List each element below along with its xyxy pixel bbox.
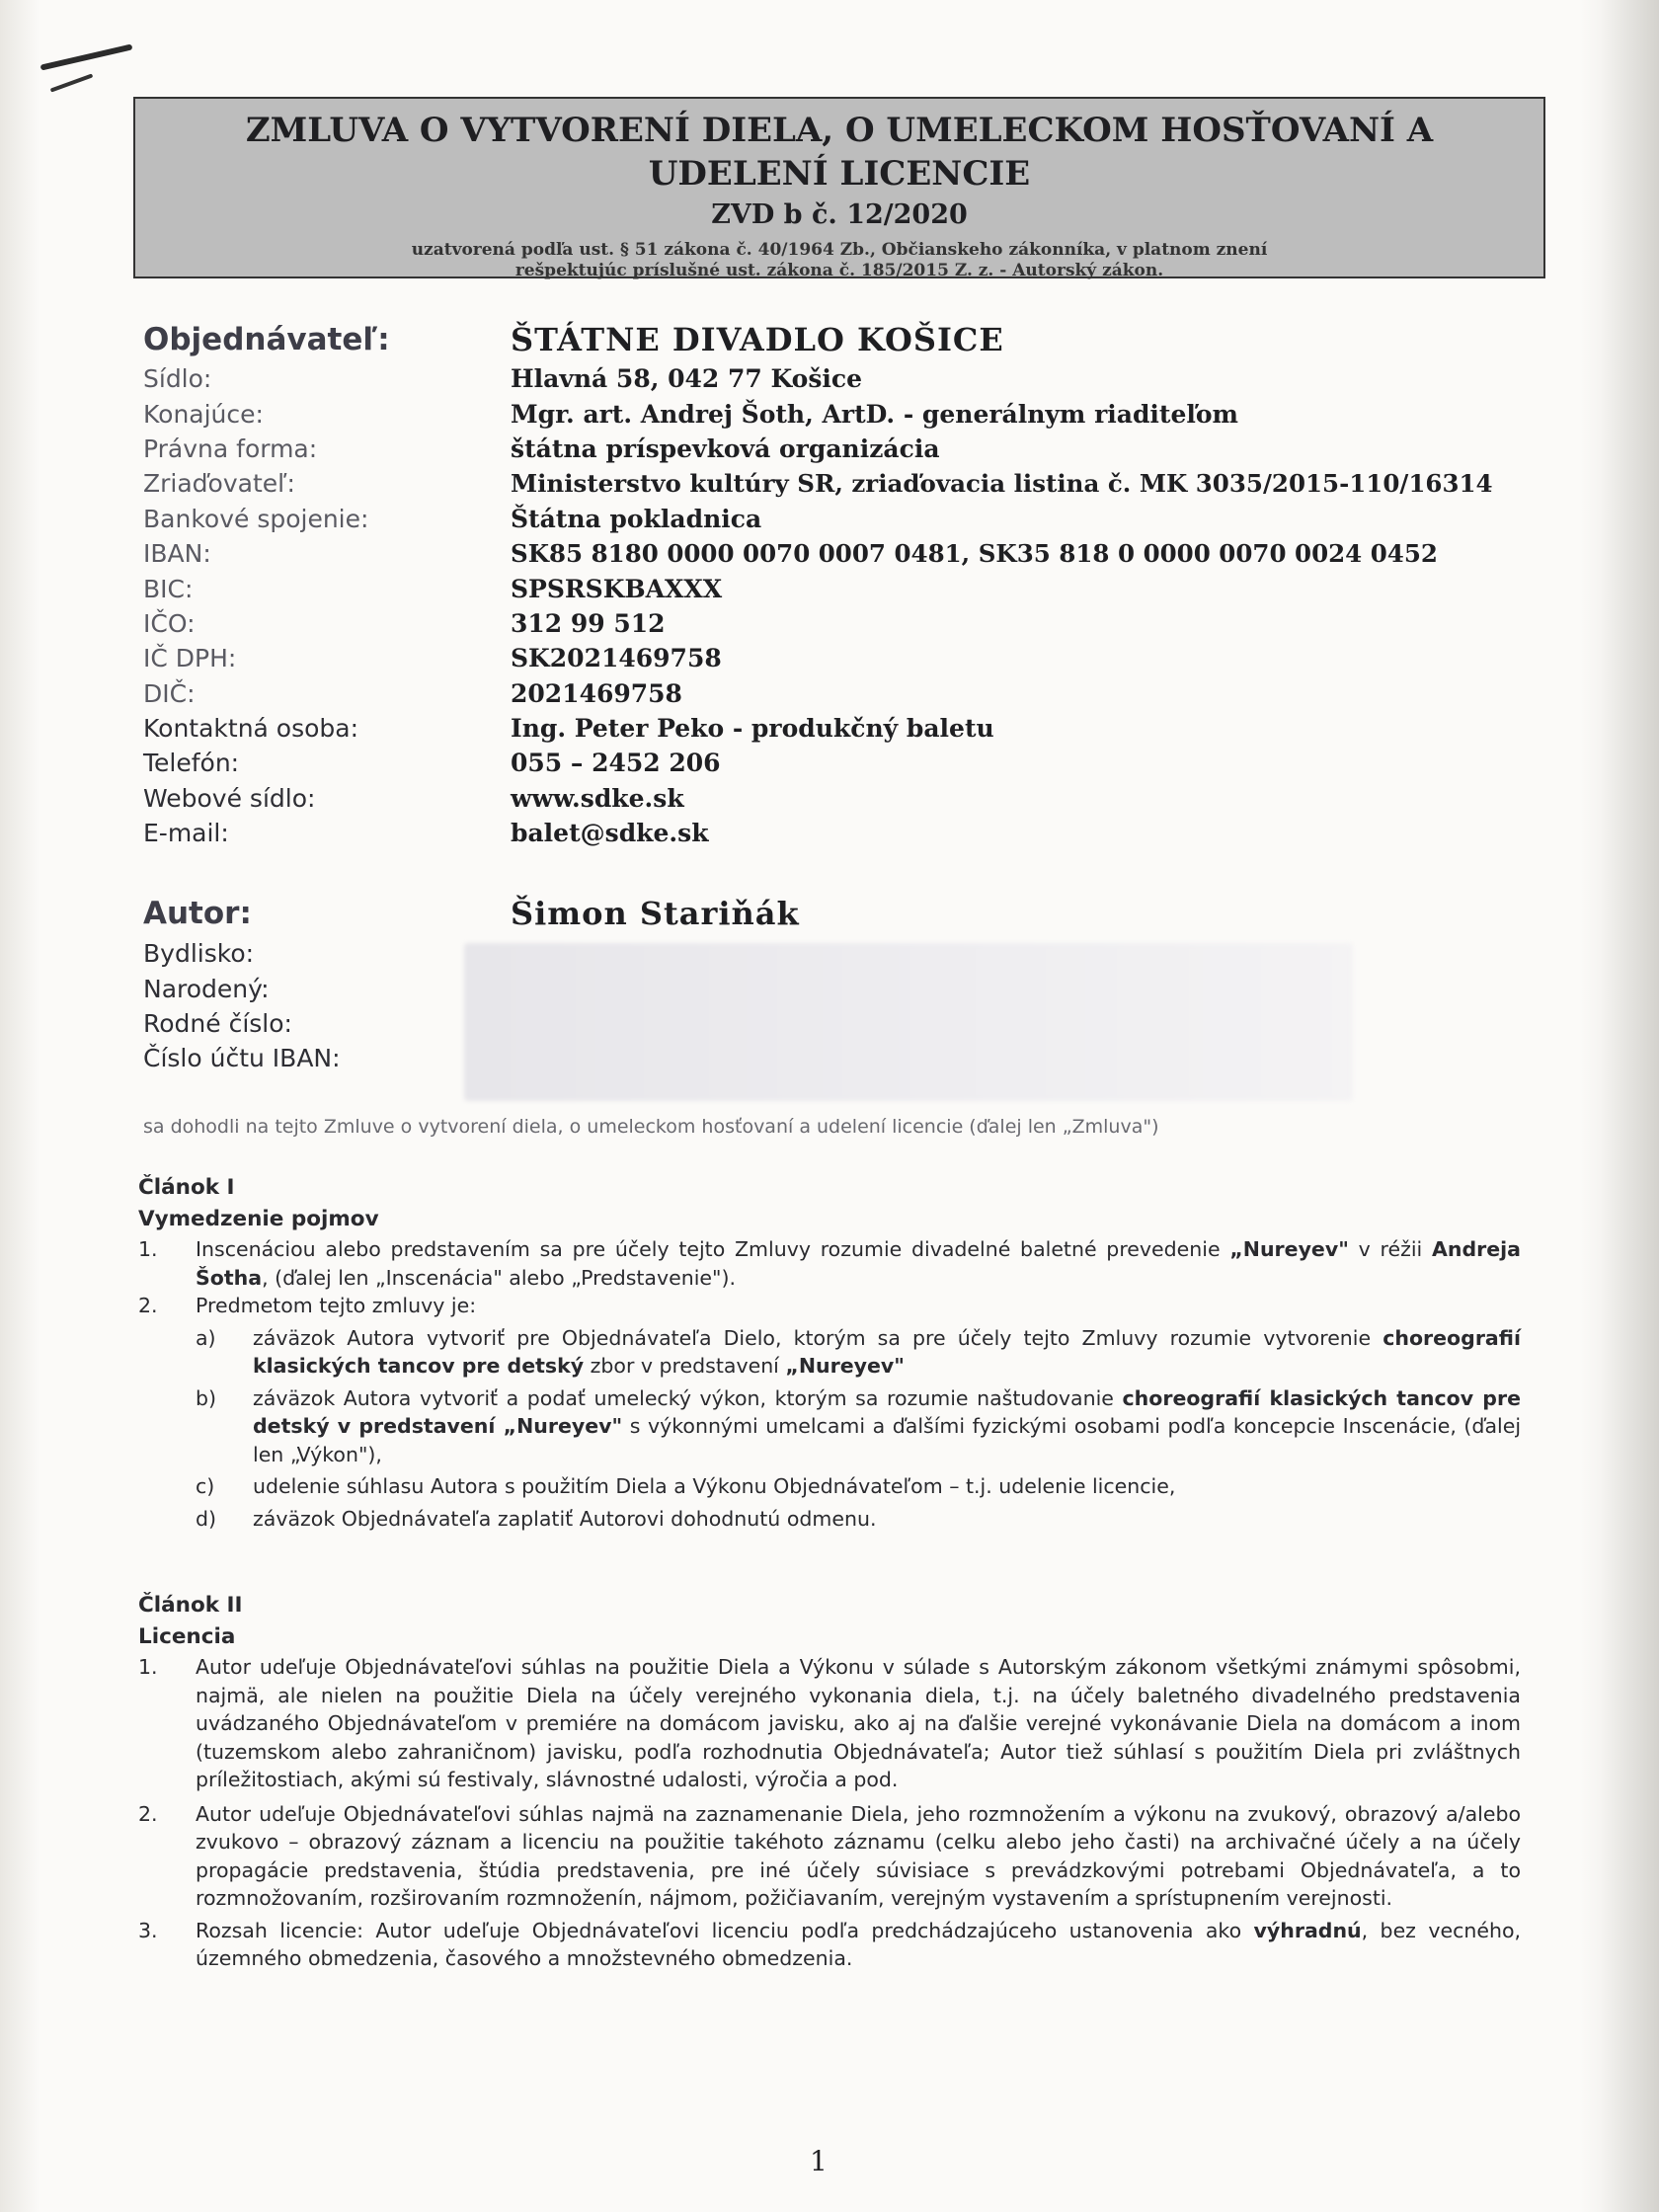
sub-item-letter: d) [196, 1506, 217, 1531]
field-value: Ing. Peter Peko - produkčný baletu [511, 714, 994, 744]
sub-item [196, 1324, 1521, 1381]
sub-item [196, 1505, 1521, 1534]
law-reference-line: uzatvorená podľa ust. § 51 zákona č. 40/1964 Zb., Občianskeho zákonníka, v platnom znení [411, 240, 1268, 260]
sub-item [196, 1472, 1521, 1501]
article-1 [138, 1172, 1521, 1533]
field-label: IČ DPH: [143, 644, 237, 673]
article-number: Článok I [138, 1175, 235, 1200]
field-label: Bankové spojenie: [143, 504, 369, 533]
list-item [138, 1235, 1521, 1292]
field-value: SK2021469758 [511, 644, 722, 673]
agreement-line: sa dohodli na tejto Zmluve o vytvorení diela, o umeleckom hosťovaní a udelení licencie (ďalej len „Zmluva") [143, 1116, 1159, 1138]
item-number: 1. [138, 1237, 158, 1261]
field-label: Zriaďovateľ: [143, 469, 295, 499]
item-text: Autor udeľuje Objednávateľovi súhlas na použitie Diela a Výkonu v súlade s Autorským zákonom všetkými známymi spôsobmi, najmä, ale nielen na použitie Diela na účely verejného vykonania diela, t.j. na účely baletného divadelného predstavenia uvádzaného Objednávateľom v premiére na domácom javisku, ako aj na ďalšie verejné vykonávanie Diela na domácom a inom (tuzemskom alebo zahraničnom) javisku, podľa rozhodnutia Objednávateľa; Autor tiež súhlasí s použitím Diela pri zvláštnych príležitostiach, akými sú festivaly, slávnostné udalosti, výročia a pod. [196, 1655, 1521, 1791]
law-reference [135, 240, 1543, 281]
item-number: 1. [138, 1655, 158, 1679]
contract-number: ZVD b č. 12/2020 [711, 199, 968, 230]
redacted-personal-data [464, 943, 1353, 1101]
field-value: SPSRSKBAXXX [511, 574, 723, 603]
item-text: Inscenáciou alebo predstavením sa pre účely tejto Zmluvy rozumie divadelné baletné prevedenie „Nureyev" v réžii Andreja Šotha, (ďalej len „Inscenácia" alebo „Predstavenie"). [196, 1237, 1521, 1290]
field-value: Hlavná 58, 042 77 Košice [511, 364, 863, 394]
article-title: Vymedzenie pojmov [138, 1207, 379, 1231]
field-label: Sídlo: [143, 364, 212, 394]
article-title: Licencia [138, 1624, 236, 1649]
field-label: BIC: [143, 574, 194, 603]
article-2 [138, 1590, 1521, 1973]
field-value: 2021469758 [511, 678, 682, 708]
list-item [138, 1653, 1521, 1794]
field-value: štátna príspevková organizácia [511, 434, 940, 463]
item-number: 3. [138, 1918, 158, 1942]
field-label: Konajúce: [143, 399, 264, 429]
field-label: Narodený: [143, 974, 270, 1003]
author-role-label: Autor: [143, 896, 252, 931]
sub-item-text: záväzok Objednávateľa zaplatiť Autorovi dohodnutú odmenu. [253, 1506, 877, 1531]
field-label: Právna forma: [143, 434, 318, 463]
field-label: Rodné číslo: [143, 1008, 292, 1038]
item-text: Autor udeľuje Objednávateľovi súhlas najmä na zaznamenanie Diela, jeho rozmnožením a výkonu na zvukový, obrazový a/alebo zvukovo – obrazový záznam a licenciu na použitie takéhoto záznamu (celku alebo jeho časti) na archivačné účely a na účely propagácie predstavenia, štúdia predstavenia, pre iné účely súvisiace s prevádzkovými potrebami Objednávateľa, a to rozmnožovaním, rozširovaním rozmnoženín, nájmom, požičiavaním, verejným vystavením a sprístupnením verejnosti. [196, 1801, 1521, 1910]
client-section [143, 318, 1545, 850]
field-value: balet@sdke.sk [511, 819, 709, 848]
field-value: 312 99 512 [511, 608, 666, 638]
field-label: Telefón: [143, 749, 240, 778]
page-number: 1 [810, 2145, 828, 2177]
contract-title: ZMLUVA O VYTVORENÍ DIELA, O UMELECKOM HOSŤOVANÍ A UDELENÍ LICENCIE [245, 111, 1434, 194]
sub-item-letter: c) [196, 1474, 215, 1498]
list-item [138, 1292, 1521, 1320]
field-value: 055 – 2452 206 [511, 749, 721, 778]
sub-item-letter: a) [196, 1325, 216, 1350]
sub-item [196, 1384, 1521, 1469]
item-text: Predmetom tejto zmluvy je: [196, 1294, 477, 1317]
field-value: Ministerstvo kultúry SR, zriaďovacia listina č. MK 3035/2015-110/16314 [511, 469, 1493, 499]
field-label: E-mail: [143, 819, 229, 848]
sub-item-text: záväzok Autora vytvoriť a podať umelecký výkon, ktorým sa rozumie naštudovanie choreografií klasických tancov pre detský v predstavení „Nureyev" s výkonnými umelcami a ďalšími fyzickými osobami podľa koncepcie Inscenácie, (ďalej len „Výkon"), [253, 1385, 1522, 1466]
field-value: SK85 8180 0000 0070 0007 0481, SK35 818 0 0000 0070 0024 0452 [511, 539, 1438, 569]
field-value: www.sdke.sk [511, 783, 684, 813]
author-name: Šimon Stariňák [511, 895, 800, 932]
client-role-label: Objednávateľ: [143, 322, 390, 357]
list-item [138, 1800, 1521, 1913]
field-label: Kontaktná osoba: [143, 714, 359, 744]
item-text: Rozsah licencie: Autor udeľuje Objednávateľovi licenciu podľa predchádzajúceho ustanovenia ako výhradnú, bez vecného, územného obmedzenia, časového a množstevného obmedzenia. [196, 1918, 1522, 1970]
list-item [138, 1917, 1521, 1973]
item-number: 2. [138, 1294, 158, 1317]
field-label: IČO: [143, 608, 196, 638]
sub-item-text: záväzok Autora vytvoriť pre Objednávateľa Dielo, ktorým sa pre účely tejto Zmluvy rozumie vytvorenie choreografií klasických tancov pre detský zbor v predstavení „Nureyev" [253, 1325, 1521, 1378]
article-number: Článok II [138, 1593, 243, 1618]
client-name: ŠTÁTNE DIVADLO KOŠICE [511, 321, 1004, 358]
field-label: Webové sídlo: [143, 783, 316, 813]
field-label: DIČ: [143, 678, 196, 708]
sub-item-text: udelenie súhlasu Autora s použitím Diela a Výkonu Objednávateľom – t.j. udelenie licencie, [253, 1474, 1176, 1498]
sub-item-letter: b) [196, 1385, 217, 1410]
field-value: Štátna pokladnica [511, 504, 762, 533]
field-label: IBAN: [143, 539, 211, 569]
contract-title-box [133, 97, 1545, 278]
item-number: 2. [138, 1801, 158, 1826]
field-value: Mgr. art. Andrej Šoth, ArtD. - generálnym riaditeľom [511, 399, 1239, 429]
law-reference-line: rešpektujúc príslušné ust. zákona č. 185/2015 Z. z. - Autorský zákon. [514, 261, 1164, 280]
field-label: Číslo účtu IBAN: [143, 1044, 341, 1073]
scan-shadow [1600, 0, 1659, 2212]
field-label: Bydlisko: [143, 939, 255, 969]
